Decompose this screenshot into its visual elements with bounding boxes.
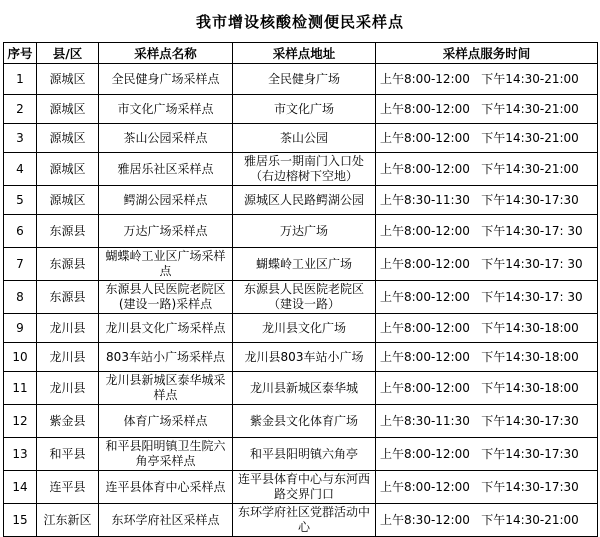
row-site-name: 和平县阳明镇卫生院六角亭采样点 (99, 438, 233, 471)
row-number: 1 (4, 64, 37, 95)
document-title: 我市增设核酸检测便民采样点 (195, 12, 404, 31)
header-site-address: 采样点地址 (233, 43, 376, 64)
table-row (4, 504, 598, 537)
row-site-name: 东环学府社区采样点 (99, 504, 233, 537)
row-service-time: 上午8:30-11:30 下午14:30-17:30 (376, 186, 598, 215)
row-site-address: 源城区人民路鳄湖公园 (233, 186, 376, 215)
table-row (4, 314, 598, 343)
row-service-time: 上午8:00-12:00 下午14:30-17:30 (376, 471, 598, 504)
table-row (4, 372, 598, 405)
row-service-time: 上午8:30-12:00 下午14:30-21:00 (376, 504, 598, 537)
row-site-address: 东环学府社区党群活动中心 (233, 504, 376, 537)
table-row (4, 64, 598, 95)
row-number: 3 (4, 124, 37, 153)
row-district: 江东新区 (37, 504, 99, 537)
row-site-name: 万达广场采样点 (99, 215, 233, 248)
row-service-time: 上午8:00-12:00 下午14:30-21:00 (376, 64, 598, 95)
row-service-time: 上午8:00-12:00 下午14:30-17: 30 (376, 215, 598, 248)
table-row (4, 405, 598, 438)
row-service-time: 上午8:00-12:00 下午14:30-18:00 (376, 343, 598, 372)
table-row (4, 438, 598, 471)
table-row (4, 95, 598, 124)
row-service-time: 上午8:00-12:00 下午14:30-18:00 (376, 372, 598, 405)
row-site-address: 蝴蝶岭工业区广场 (233, 248, 376, 281)
row-number: 7 (4, 248, 37, 281)
row-site-name: 体育广场采样点 (99, 405, 233, 438)
row-number: 11 (4, 372, 37, 405)
table-row (4, 343, 598, 372)
row-district: 东源县 (37, 215, 99, 248)
row-number: 13 (4, 438, 37, 471)
table-row (4, 215, 598, 248)
row-service-time: 上午8:00-12:00 下午14:30-21:00 (376, 153, 598, 186)
row-district: 龙川县 (37, 343, 99, 372)
row-district: 源城区 (37, 124, 99, 153)
row-site-name: 东源县人民医院老院区(建设一路)采样点 (99, 281, 233, 314)
row-site-address: 紫金县文化体育广场 (233, 405, 376, 438)
row-number: 12 (4, 405, 37, 438)
row-site-address: 龙川县新城区泰华城 (233, 372, 376, 405)
row-site-name: 蝴蝶岭工业区广场采样点 (99, 248, 233, 281)
header-district: 县/区 (37, 43, 99, 64)
row-site-name: 全民健身广场采样点 (99, 64, 233, 95)
row-number: 5 (4, 186, 37, 215)
row-site-address: 雅居乐一期南门入口处（右边榕树下空地） (233, 153, 376, 186)
row-service-time: 上午8:00-12:00 下午14:30-21:00 (376, 95, 598, 124)
row-number: 6 (4, 215, 37, 248)
row-site-name: 803车站小广场采样点 (99, 343, 233, 372)
table-row (4, 471, 598, 504)
row-site-address: 龙川县文化广场 (233, 314, 376, 343)
row-site-address: 连平县体育中心与东河西路交界门口 (233, 471, 376, 504)
table-body (4, 64, 598, 537)
row-district: 源城区 (37, 186, 99, 215)
row-site-address: 市文化广场 (233, 95, 376, 124)
row-district: 和平县 (37, 438, 99, 471)
row-number: 9 (4, 314, 37, 343)
row-number: 15 (4, 504, 37, 537)
row-service-time: 上午8:00-12:00 下午14:30-18:00 (376, 314, 598, 343)
table-header-row (4, 43, 598, 64)
row-number: 14 (4, 471, 37, 504)
row-site-name: 茶山公园采样点 (99, 124, 233, 153)
row-number: 10 (4, 343, 37, 372)
row-site-address: 龙川县803车站小广场 (233, 343, 376, 372)
row-site-name: 龙川县新城区泰华城采样点 (99, 372, 233, 405)
row-site-address: 东源县人民医院老院区（建设一路） (233, 281, 376, 314)
row-service-time: 上午8:00-12:00 下午14:30-21:00 (376, 124, 598, 153)
row-district: 紫金县 (37, 405, 99, 438)
row-district: 源城区 (37, 153, 99, 186)
row-district: 龙川县 (37, 314, 99, 343)
row-site-address: 全民健身广场 (233, 64, 376, 95)
row-service-time: 上午8:00-12:00 下午14:30-17: 30 (376, 281, 598, 314)
row-number: 4 (4, 153, 37, 186)
row-site-address: 和平县阳明镇六角亭 (233, 438, 376, 471)
row-site-name: 鳄湖公园采样点 (99, 186, 233, 215)
row-number: 2 (4, 95, 37, 124)
row-district: 东源县 (37, 281, 99, 314)
row-district: 源城区 (37, 95, 99, 124)
header-no: 序号 (4, 43, 37, 64)
row-service-time: 上午8:00-12:00 下午14:30-17:30 (376, 438, 598, 471)
sampling-sites-table (3, 42, 598, 537)
row-number: 8 (4, 281, 37, 314)
row-service-time: 上午8:30-11:30 下午14:30-17:30 (376, 405, 598, 438)
row-site-name: 龙川县文化广场采样点 (99, 314, 233, 343)
row-site-name: 连平县体育中心采样点 (99, 471, 233, 504)
row-service-time: 上午8:00-12:00 下午14:30-17: 30 (376, 248, 598, 281)
table-row (4, 281, 598, 314)
row-district: 龙川县 (37, 372, 99, 405)
table-row (4, 153, 598, 186)
table-row (4, 248, 598, 281)
header-site-name: 采样点名称 (99, 43, 233, 64)
table-row (4, 124, 598, 153)
header-service-time: 采样点服务时间 (376, 43, 598, 64)
row-district: 连平县 (37, 471, 99, 504)
table-row (4, 186, 598, 215)
row-site-name: 市文化广场采样点 (99, 95, 233, 124)
row-site-address: 万达广场 (233, 215, 376, 248)
row-site-name: 雅居乐社区采样点 (99, 153, 233, 186)
row-district: 源城区 (37, 64, 99, 95)
row-site-address: 茶山公园 (233, 124, 376, 153)
row-district: 东源县 (37, 248, 99, 281)
